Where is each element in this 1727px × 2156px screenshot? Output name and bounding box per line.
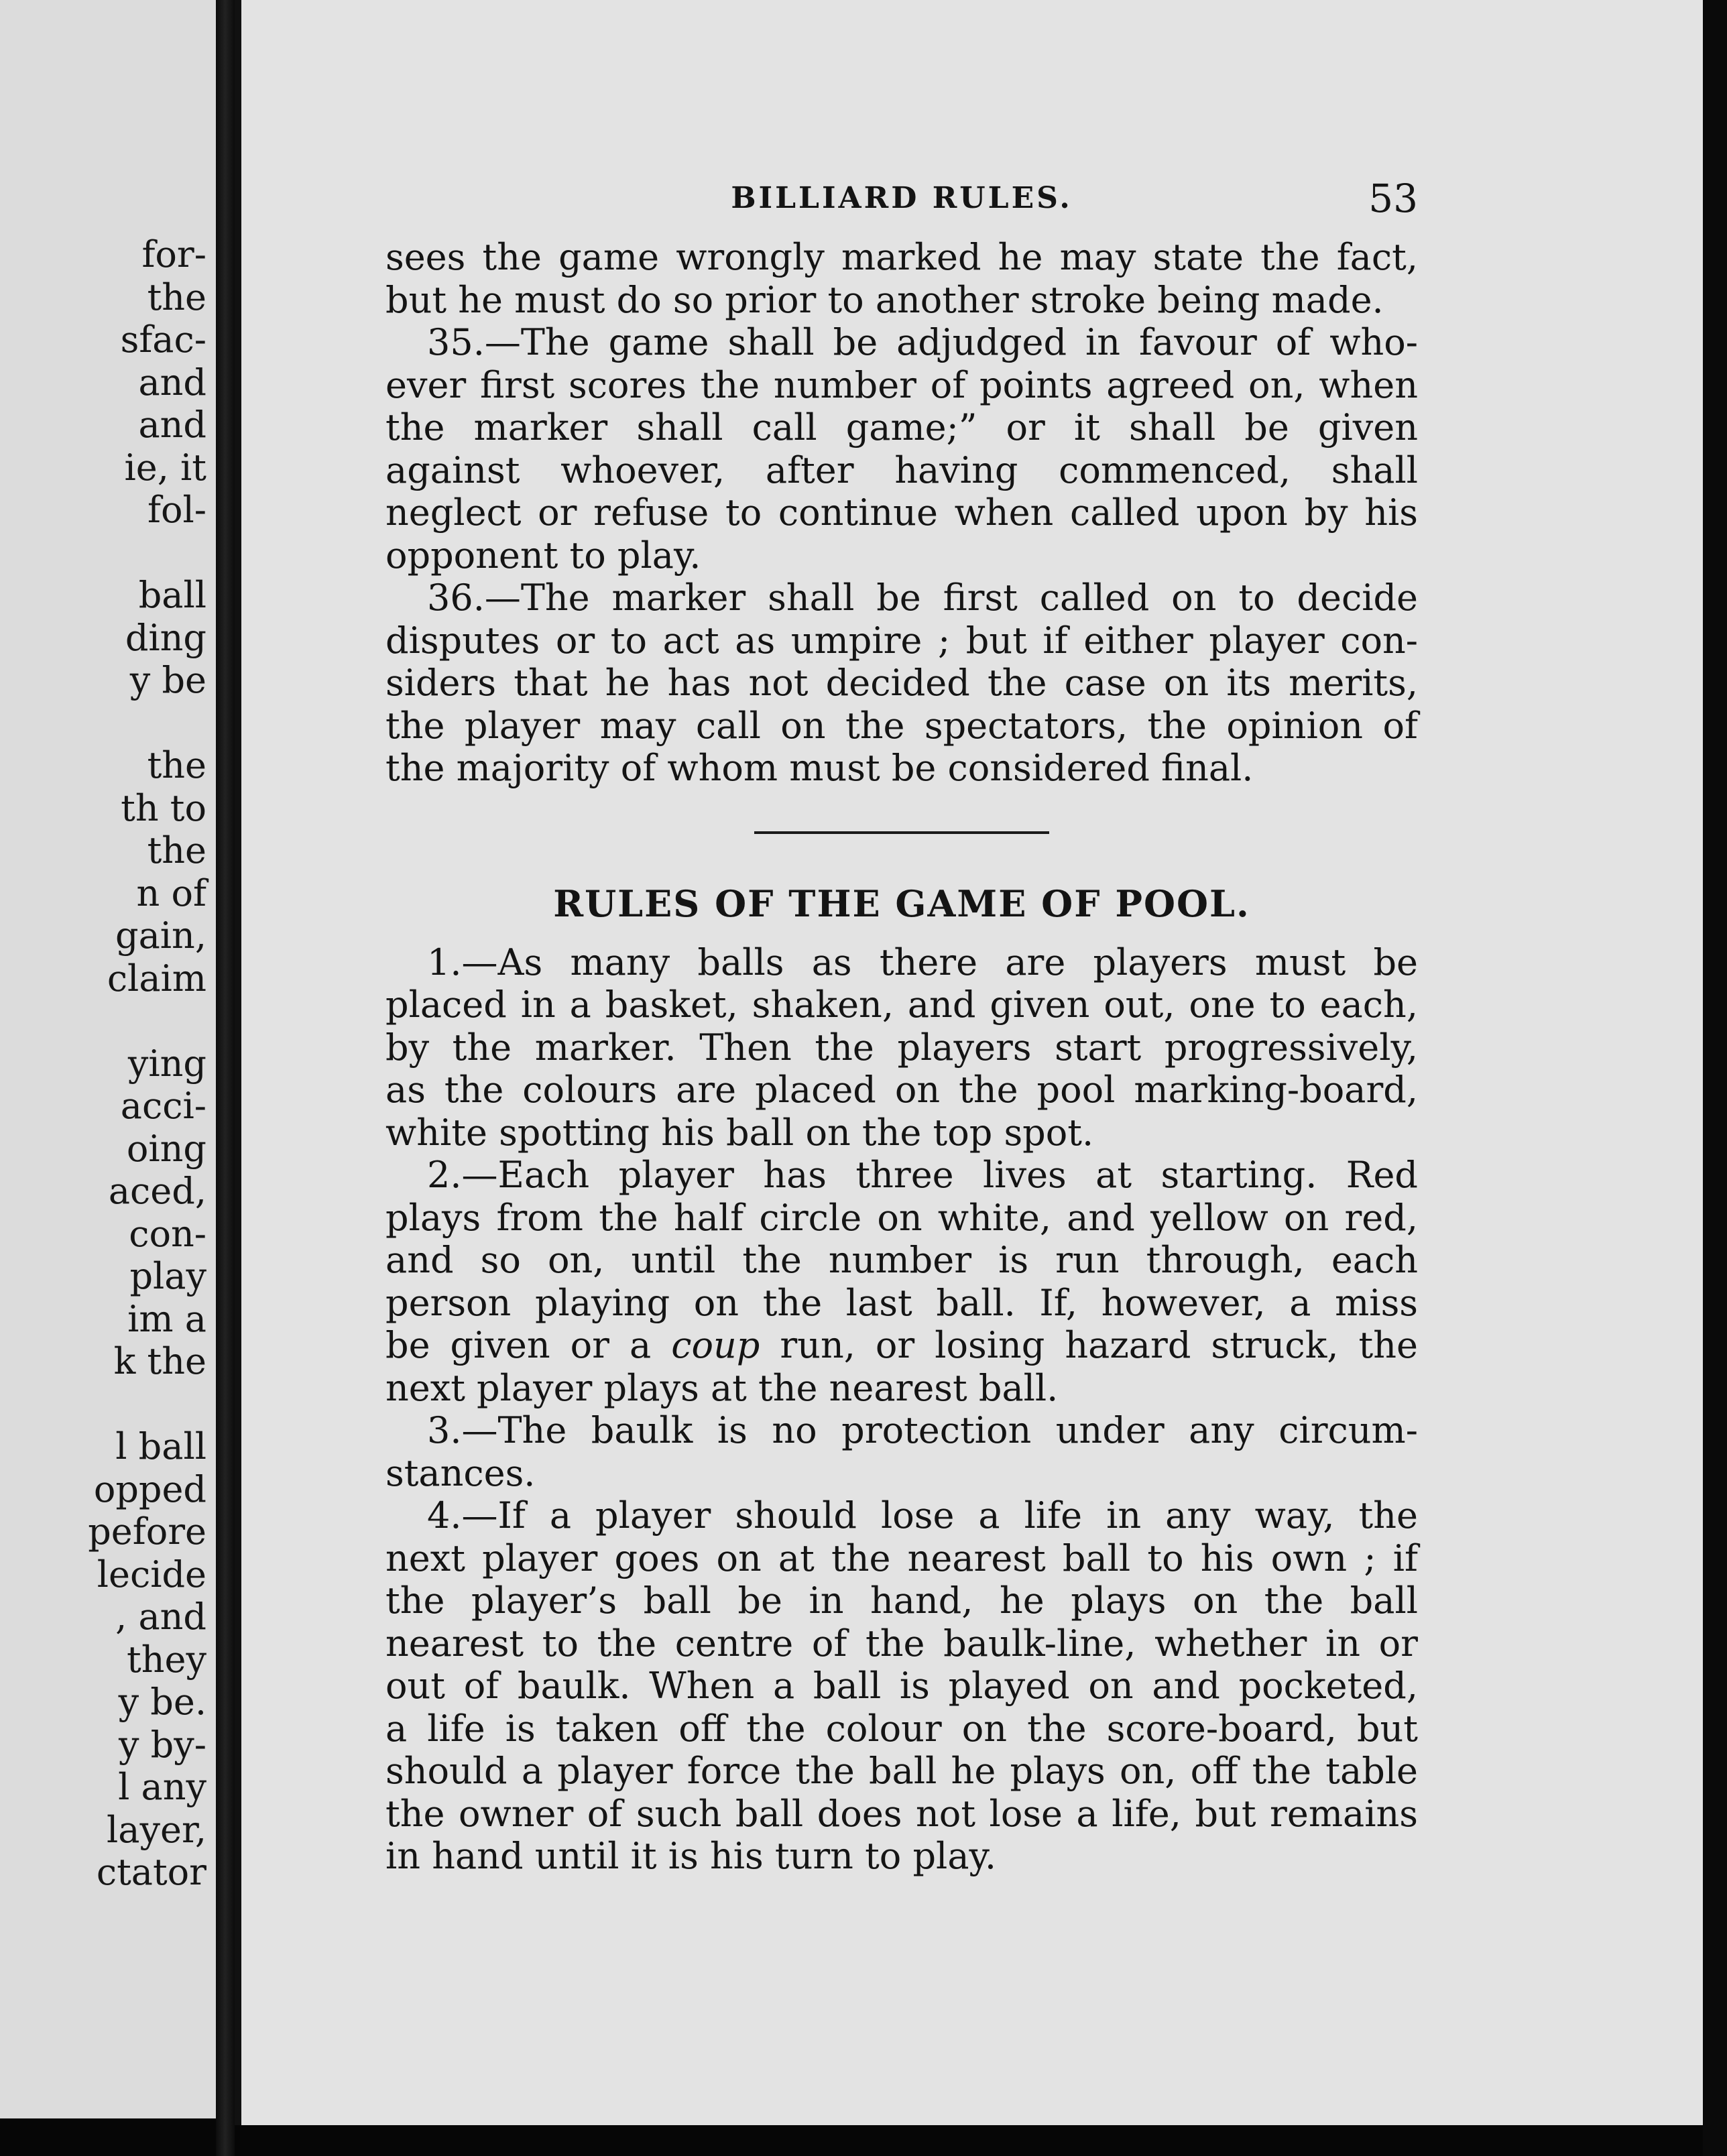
page-edge — [1703, 0, 1727, 2156]
facing-page-line-fragment — [5, 702, 206, 745]
text-line: next player goes on at the nearest ball to his own ; if — [385, 1537, 1418, 1579]
text-line: against whoever, after having commenced, shall — [385, 448, 1418, 491]
text-line: stances. — [385, 1451, 536, 1494]
text-line: 1.—As many balls as there are players must be — [427, 941, 1418, 983]
facing-page-line-fragment: y by- — [119, 1723, 206, 1766]
pool-rule — [385, 1494, 1418, 1878]
facing-page-line-fragment: y be. — [118, 1681, 206, 1723]
text-line: disputes or to act as umpire ; but if either player con- — [385, 619, 1418, 662]
book-gutter — [216, 0, 235, 2156]
text-line: the owner of such ball does not lose a life, but remains — [385, 1792, 1418, 1835]
facing-page-line-fragment: ying — [127, 1042, 206, 1085]
facing-page-line-fragment: play — [129, 1255, 206, 1297]
facing-page-line-fragment: k the — [113, 1340, 206, 1382]
text-line: sees the game wrongly marked he may state the fact, — [385, 236, 1418, 278]
facing-page-line-fragment: layer, — [107, 1808, 206, 1851]
continued-rule — [385, 236, 1418, 321]
text-line: should a player force the ball he plays on, off the table — [385, 1750, 1418, 1792]
running-title: BILLIARD RULES. — [731, 181, 1073, 215]
facing-page-text — [5, 233, 206, 1894]
pool-rule — [385, 1409, 1418, 1494]
facing-page — [0, 0, 216, 2118]
facing-page-line-fragment: the — [147, 829, 206, 872]
facing-page-line-fragment: , and — [115, 1596, 206, 1638]
facing-page-line-fragment: the — [147, 276, 206, 318]
facing-page-line-fragment: for- — [141, 233, 206, 276]
facing-page-line-fragment: im a — [127, 1297, 206, 1340]
text-line: plays from the half circle on white, and yellow on red, — [385, 1196, 1418, 1239]
facing-page-line-fragment: pefore — [88, 1510, 206, 1553]
facing-page-line-fragment: oing — [126, 1127, 206, 1170]
facing-page-line-fragment — [5, 532, 206, 575]
text-line: and so on, until the number is run through, each — [385, 1239, 1418, 1281]
text-line: nearest to the centre of the baulk-line, whether in or — [385, 1622, 1418, 1665]
facing-page-line-fragment: aced, — [108, 1170, 206, 1212]
facing-page-line-fragment: claim — [107, 957, 206, 1000]
facing-page-line-fragment: acci- — [120, 1085, 206, 1127]
running-head — [385, 176, 1418, 236]
text-line: in hand until it is his turn to play. — [385, 1835, 997, 1877]
text-line: next player plays at the nearest ball. — [385, 1366, 1059, 1409]
facing-page-line-fragment: they — [127, 1638, 206, 1681]
facing-page-line-fragment: ctator — [96, 1851, 206, 1893]
text-line: out of baulk. When a ball is played on and pocketed, — [385, 1665, 1418, 1707]
facing-page-line-fragment: and — [138, 361, 206, 404]
section-divider — [754, 831, 1049, 834]
text-line: a life is taken off the colour on the score-board, but — [385, 1707, 1418, 1750]
facing-page-line-fragment: gain, — [115, 914, 206, 957]
facing-page-line-fragment: sfac- — [120, 318, 206, 361]
facing-page-line-fragment: ding — [125, 616, 206, 659]
text-line: the marker shall call game;” or it shall be given — [385, 406, 1418, 448]
text-line: siders that he has not decided the case on its merits, — [385, 662, 1418, 704]
facing-page-line-fragment: lecide — [97, 1553, 206, 1596]
text-line: by the marker. Then the players start progressively, — [385, 1026, 1418, 1069]
page-number: 53 — [1368, 176, 1418, 221]
text-line: 4.—If a player should lose a life in any way, the — [427, 1494, 1418, 1537]
facing-page-line-fragment: ie, it — [124, 446, 206, 489]
facing-page-line-fragment: opped — [93, 1468, 206, 1510]
facing-page-line-fragment: the — [147, 744, 206, 786]
facing-page-line-fragment — [5, 1000, 206, 1042]
text-line: neglect or refuse to continue when called upon by his — [385, 491, 1418, 534]
text-line: opponent to play. — [385, 534, 701, 577]
text-line: white spotting his ball on the top spot. — [385, 1111, 1094, 1154]
text-line: the player’s ball be in hand, he plays on the ball — [385, 1579, 1418, 1622]
text-line: as the colours are placed on the pool marking-board, — [385, 1069, 1418, 1111]
facing-page-line-fragment: con- — [129, 1212, 206, 1255]
text-line: 3.—The baulk is no protection under any circum- — [427, 1409, 1418, 1451]
text-line: 2.—Each player has three lives at starting. Red — [427, 1154, 1418, 1196]
page-text-block — [385, 176, 1418, 1878]
text-line: but he must do so prior to another stroke being made. — [385, 278, 1384, 321]
facing-page-line-fragment: y be — [129, 659, 206, 701]
facing-page-line-fragment: fol- — [147, 489, 206, 531]
text-line: placed in a basket, shaken, and given out, one to each, — [385, 983, 1418, 1026]
facing-page-line-fragment: n of — [136, 872, 206, 914]
text-line: 36.—The marker shall be first called on to decide — [427, 577, 1418, 619]
pool-rules — [385, 941, 1418, 1878]
text-line: the majority of whom must be considered final. — [385, 747, 1254, 789]
facing-page-line-fragment: ball — [138, 574, 206, 616]
text-line: the player may call on the spectators, the opinion of — [385, 704, 1418, 747]
text-line: be given or a coup run, or losing hazard struck, the — [385, 1324, 1418, 1366]
facing-page-line-fragment: th to — [121, 786, 206, 829]
text-line: person playing on the last ball. If, however, a miss — [385, 1281, 1418, 1324]
facing-page-line-fragment: and — [138, 404, 206, 446]
pool-rule — [385, 941, 1418, 1154]
text-line: 35.—The game shall be adjudged in favour of who- — [427, 321, 1418, 363]
billiard-rules — [385, 321, 1418, 790]
text-line: ever first scores the number of points agreed on, when — [385, 363, 1418, 406]
facing-page-line-fragment: l ball — [115, 1425, 206, 1468]
billiard-rule — [385, 321, 1418, 577]
pool-rule — [385, 1154, 1418, 1409]
facing-page-line-fragment: l any — [118, 1766, 206, 1808]
section-heading: RULES OF THE GAME OF POOL. — [553, 882, 1250, 925]
billiard-rule — [385, 577, 1418, 790]
facing-page-line-fragment — [5, 1383, 206, 1426]
